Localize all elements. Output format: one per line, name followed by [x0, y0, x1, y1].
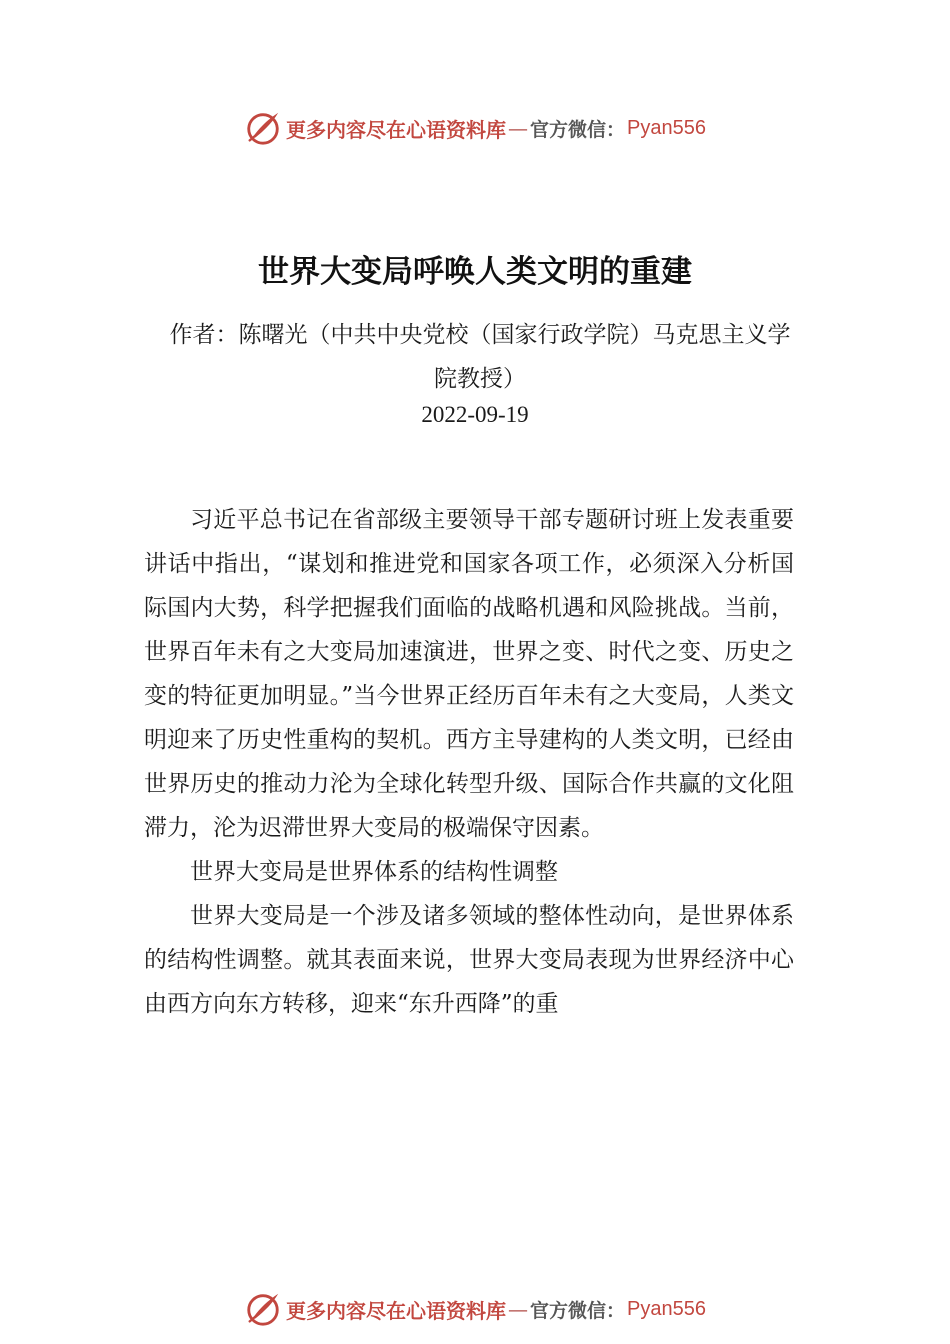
banner-wechat-label: 官方微信： [530, 118, 626, 141]
article-date: 2022-09-19 [421, 402, 529, 427]
quill-pen-logo [244, 109, 282, 147]
banner-wechat-id: Pyan556 [627, 1297, 706, 1320]
banner-wechat-id: Pyan556 [627, 116, 706, 139]
footer-banner [0, 1289, 950, 1329]
article-author: 作者：陈曙光（中共中央党校（国家行政学院）马克思主义学院教授） [169, 322, 791, 392]
header-banner [0, 108, 950, 148]
article-title: 世界大变局呼唤人类文明的重建 [258, 254, 692, 290]
banner-site-text: 更多内容尽在心语资料库 [286, 117, 506, 142]
section-heading: 世界大变局是世界体系的结构性调整 [190, 859, 558, 885]
banner-separator: — [508, 1297, 528, 1321]
article-body [144, 498, 794, 1026]
banner-wechat-label: 官方微信： [530, 1299, 626, 1322]
paragraph-section-1: 世界大变局是一个涉及诸多领域的整体性动向，是世界体系的结构性调整。就其表面来说，世界大变局表现为世界经济中心由西方向东方转移，迎来“东升西降”的重 [144, 903, 794, 1017]
paragraph-intro: 习近平总书记在省部级主要领导干部专题研讨班上发表重要讲话中指出，“谋划和推进党和国家各项工作，必须深入分析国际国内大势，科学把握我们面临的战略机遇和风险挑战。当前，世界百年未有之大变局加速演进，世界之变、时代之变、历史之变的特征更加明显。”当今世界正经历百年未有之大变局，人类文明迎来了历史性重构的契机。西方主导建构的人类文明，已经由世界历史的推动力沦为全球化转型升级、国际合作共赢的文化阻滞力，沦为迟滞世界大变局的极端保守因素。 [144, 507, 794, 841]
banner-separator: — [508, 116, 528, 140]
quill-pen-logo [244, 1290, 282, 1328]
banner-site-text: 更多内容尽在心语资料库 [286, 1298, 506, 1323]
